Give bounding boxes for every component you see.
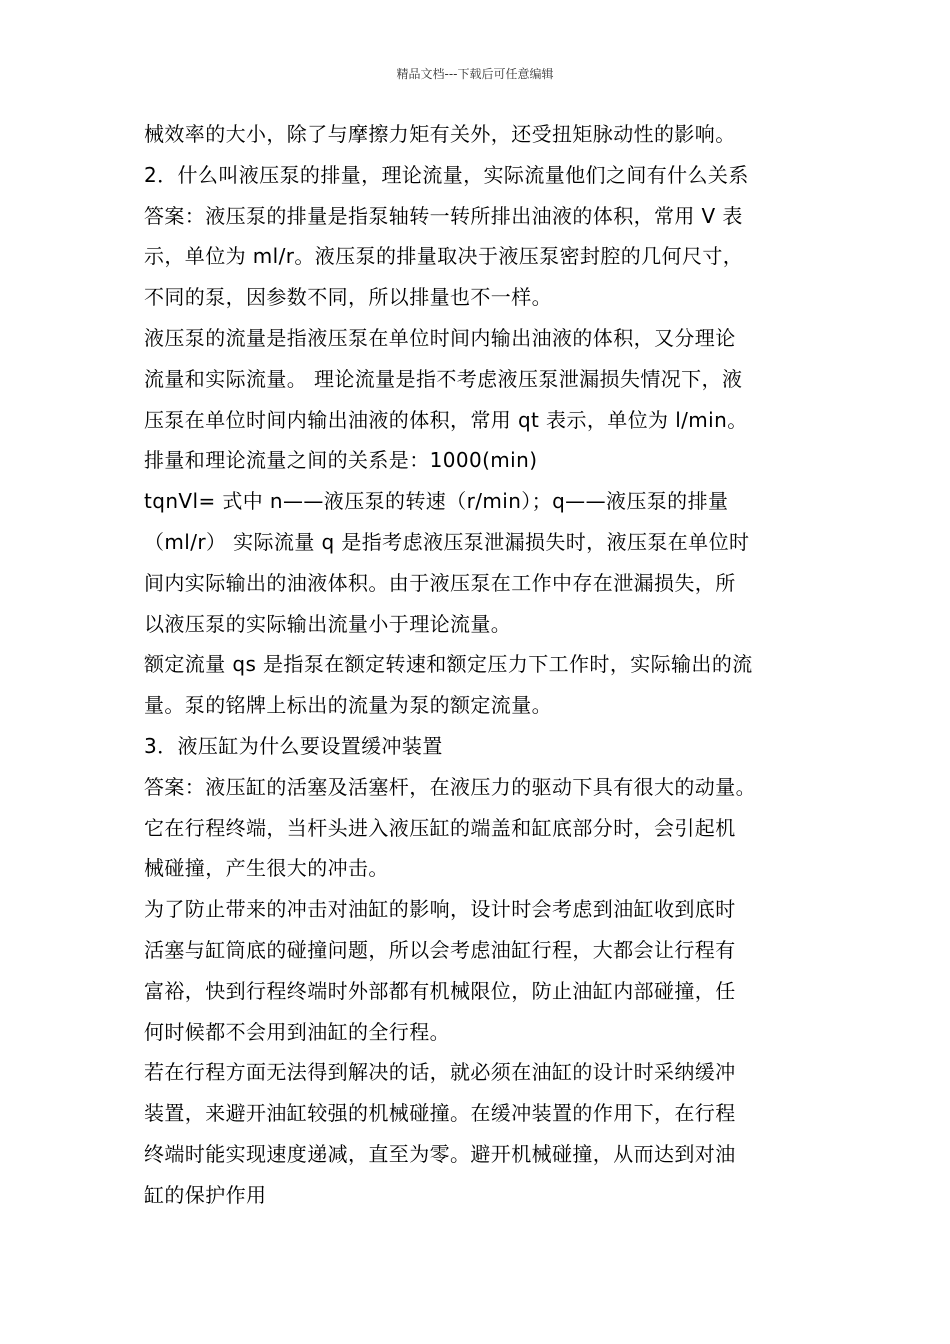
text-line: 何时候都不会用到油缸的全行程。 <box>144 1019 450 1044</box>
text-line: 排量和理论流量之间的关系是：1000(min) <box>144 448 538 473</box>
text-line: 械碰撞，产生很大的冲击。 <box>144 856 389 881</box>
text-line: 间内实际输出的油液体积。由于液压泵在工作中存在泄漏损失，所 <box>144 570 736 595</box>
text-line: 若在行程方面无法得到解决的话，就必须在油缸的设计时采纳缓冲 <box>144 1060 736 1085</box>
text-line: 示，单位为 ml/r。液压泵的排量取决于液压泵密封腔的几何尺寸， <box>144 244 744 269</box>
text-line: tqnVl= 式中 n——液压泵的转速（r/min）；q——液压泵的排量 <box>144 489 729 514</box>
text-line: 答案：液压泵的排量是指泵轴转一转所排出油液的体积，常用 V 表 <box>144 203 743 228</box>
text-line: 答案：液压缸的活塞及活塞杆，在液压力的驱动下具有很大的动量。 <box>144 774 756 799</box>
text-line: 流量和实际流量。 理论流量是指不考虑液压泵泄漏损失情况下，液 <box>144 366 743 391</box>
question-heading: 2．什么叫液压泵的排量，理论流量，实际流量他们之间有什么关系 <box>144 162 749 187</box>
text-line: 它在行程终端，当杆头进入液压缸的端盖和缸底部分时，会引起机 <box>144 815 736 840</box>
page-header: 精品文档---下载后可任意编辑 <box>396 67 554 81</box>
text-line: 终端时能实现速度递减，直至为零。避开机械碰撞，从而达到对油 <box>144 1141 736 1166</box>
text-line: 额定流量 qs 是指泵在额定转速和额定压力下工作时，实际输出的流 <box>144 652 753 677</box>
text-line: 缸的保护作用 <box>144 1182 267 1207</box>
text-line: 液压泵的流量是指液压泵在单位时间内输出油液的体积，又分理论 <box>144 325 736 350</box>
text-line: 不同的泵，因参数不同，所以排量也不一样。 <box>144 285 552 310</box>
document-body <box>144 114 844 1216</box>
text-line: 压泵在单位时间内输出油液的体积，常用 qt 表示，单位为 l/min。 <box>144 407 748 432</box>
text-line: 为了防止带来的冲击对油缸的影响，设计时会考虑到油缸收到底时 <box>144 897 736 922</box>
text-line: 以液压泵的实际输出流量小于理论流量。 <box>144 611 512 636</box>
question-heading: 3．液压缸为什么要设置缓冲装置 <box>144 733 443 758</box>
text-line: 械效率的大小，除了与摩擦力矩有关外，还受扭矩脉动性的影响。 <box>144 122 736 146</box>
text-line: 活塞与缸筒底的碰撞问题，所以会考虑油缸行程，大都会让行程有 <box>144 937 736 962</box>
text-line: （ml/r） 实际流量 q 是指考虑液压泵泄漏损失时，液压泵在单位时 <box>144 529 750 554</box>
text-line: 富裕，快到行程终端时外部都有机械限位，防止油缸内部碰撞，任 <box>144 978 736 1003</box>
text-line: 装置，来避开油缸较强的机械碰撞。在缓冲装置的作用下，在行程 <box>144 1101 736 1126</box>
text-line: 量。泵的铭牌上标出的流量为泵的额定流量。 <box>144 693 552 718</box>
